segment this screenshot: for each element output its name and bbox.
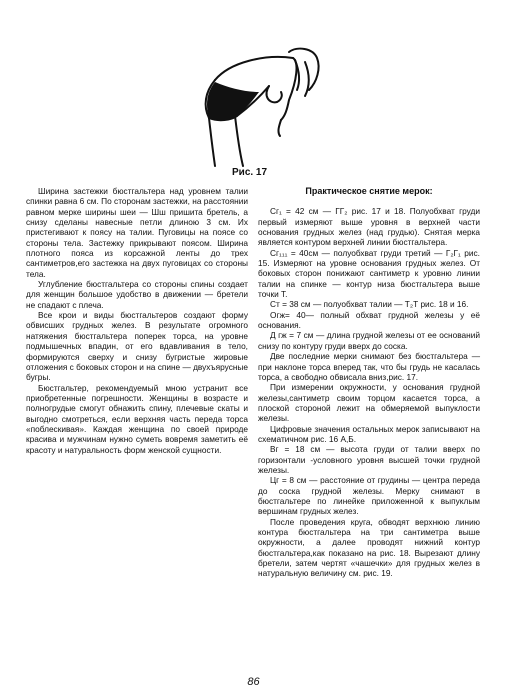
paragraph: При измерении окружности, у основания грудной железы,сантиметр своим торцом касается торса, а плоской стороной лежит на обмеряемой выпуклости железы. [258, 382, 480, 424]
paragraph: Д гж = 7 см — длина грудной железы от ее оснований снизу по контуру груди вверх до соска. [258, 330, 480, 351]
paragraph: После проведения круга, обводят верхнюю линию контура бюстгальтера на три сантиметра выше окружности, а далее проводят нижний контур бюстгальтера,как показано на рис. 18. Вырезают длину бретели, затем чертят «чашечки» для грудных желез в натуральную величину см. рис. 19. [258, 516, 480, 579]
paragraph: Сг₁ = 42 см — ГГ₂ рис. 17 и 18. Полуобхват груди первый измеряют выше уровня в верхней части основания грудных желез (над грудью). Снятая мерка является контуром верхней линии бюстгальтера. [258, 206, 480, 248]
paragraph: Сг₁₁₁ = 40см — полуобхват груди третий — Г₂Г₁ рис. 15. Измеряют на уровне основания грудных желез. От боковых сторон понижают сантиметр к уровню линии талии на спинке — контур низа бюстгальтера выше точки Т. [258, 247, 480, 300]
figure-woman-bending [185, 40, 335, 168]
paragraph: Углубление бюстгальтера со стороны спины создает для женщин большое удобство в движении — бретели не спадают с плеча. [26, 279, 248, 310]
paragraph: Ст = 38 см — полуобхват талии — Т₂Т рис. 18 и 16. [270, 299, 469, 310]
paragraph: Вг = 18 см — высота груди от талии вверх по горизонтали -условного уровня высшей точки грудной железы. [258, 444, 480, 475]
paragraph: Цг = 8 см — расстояние от грудины — центра переда до соска грудной железы. Мерку снимают в бюстгальтере по линейке приложенной к выпуклым вершинам грудных желез. [258, 475, 480, 517]
paragraph: Огж= 40— полный обхват грудной железы у её основания. [258, 309, 480, 331]
right-column [258, 186, 480, 579]
left-column [26, 186, 248, 455]
paragraph: Бюстгальтер, рекомендуемый мною устранит все приобретенные погрешности. Женщины в возрасте и полногрудые смогут обнажить спину, плечевые скаты и выгодно смотреться, если верхняя часть переда торса «поблескивая». Каждая женщина по своей природе красива и мужчинам нужно суметь вовремя заметить её красоту и натуральность форм женской сущности. [26, 382, 248, 455]
section-heading: Практическое снятие мерок: [305, 186, 433, 196]
page-number: 86 [247, 676, 260, 688]
paragraph: Все крои и виды бюстгальтеров создают форму обвисших грудных желез. В результате огромного натяжения бюстгальтера поперек торса, на уровне подмышечных впадин, от его вдавливания в тело, формируются сверху и снизу бугристые жировые отложения с боковых сторон и на спине — двухъярусные бугры. [26, 310, 248, 383]
paragraph: Цифровые значения остальных мерок записывают на схематичном рис. 16 А,Б. [258, 423, 480, 444]
figure-caption: Рис. 17 [232, 167, 268, 178]
paragraph: Две последние мерки снимают без бюстгальтера — при наклоне торса вперед так, что бы грудь не касалась торса, а свободно обвисала вниз,рис. 17. [258, 351, 480, 382]
paragraph: Ширина застежки бюстгальтера над уровнем талии спинки равна 6 см. По сторонам застежки, на расстоянии равном мерке ширины шеи — Шш пришита бретель, а снизу сделаны навесные петли длиною 3 см. Их пристегивают к поясу на талии. Пуговицы на поясе со стороны тела. Застежку прикрывают поясом. Ширина плотного пояса из корсажной ленты до трех сантиметров,его застежка на двух пуговицах со стороны тела. [26, 186, 248, 279]
